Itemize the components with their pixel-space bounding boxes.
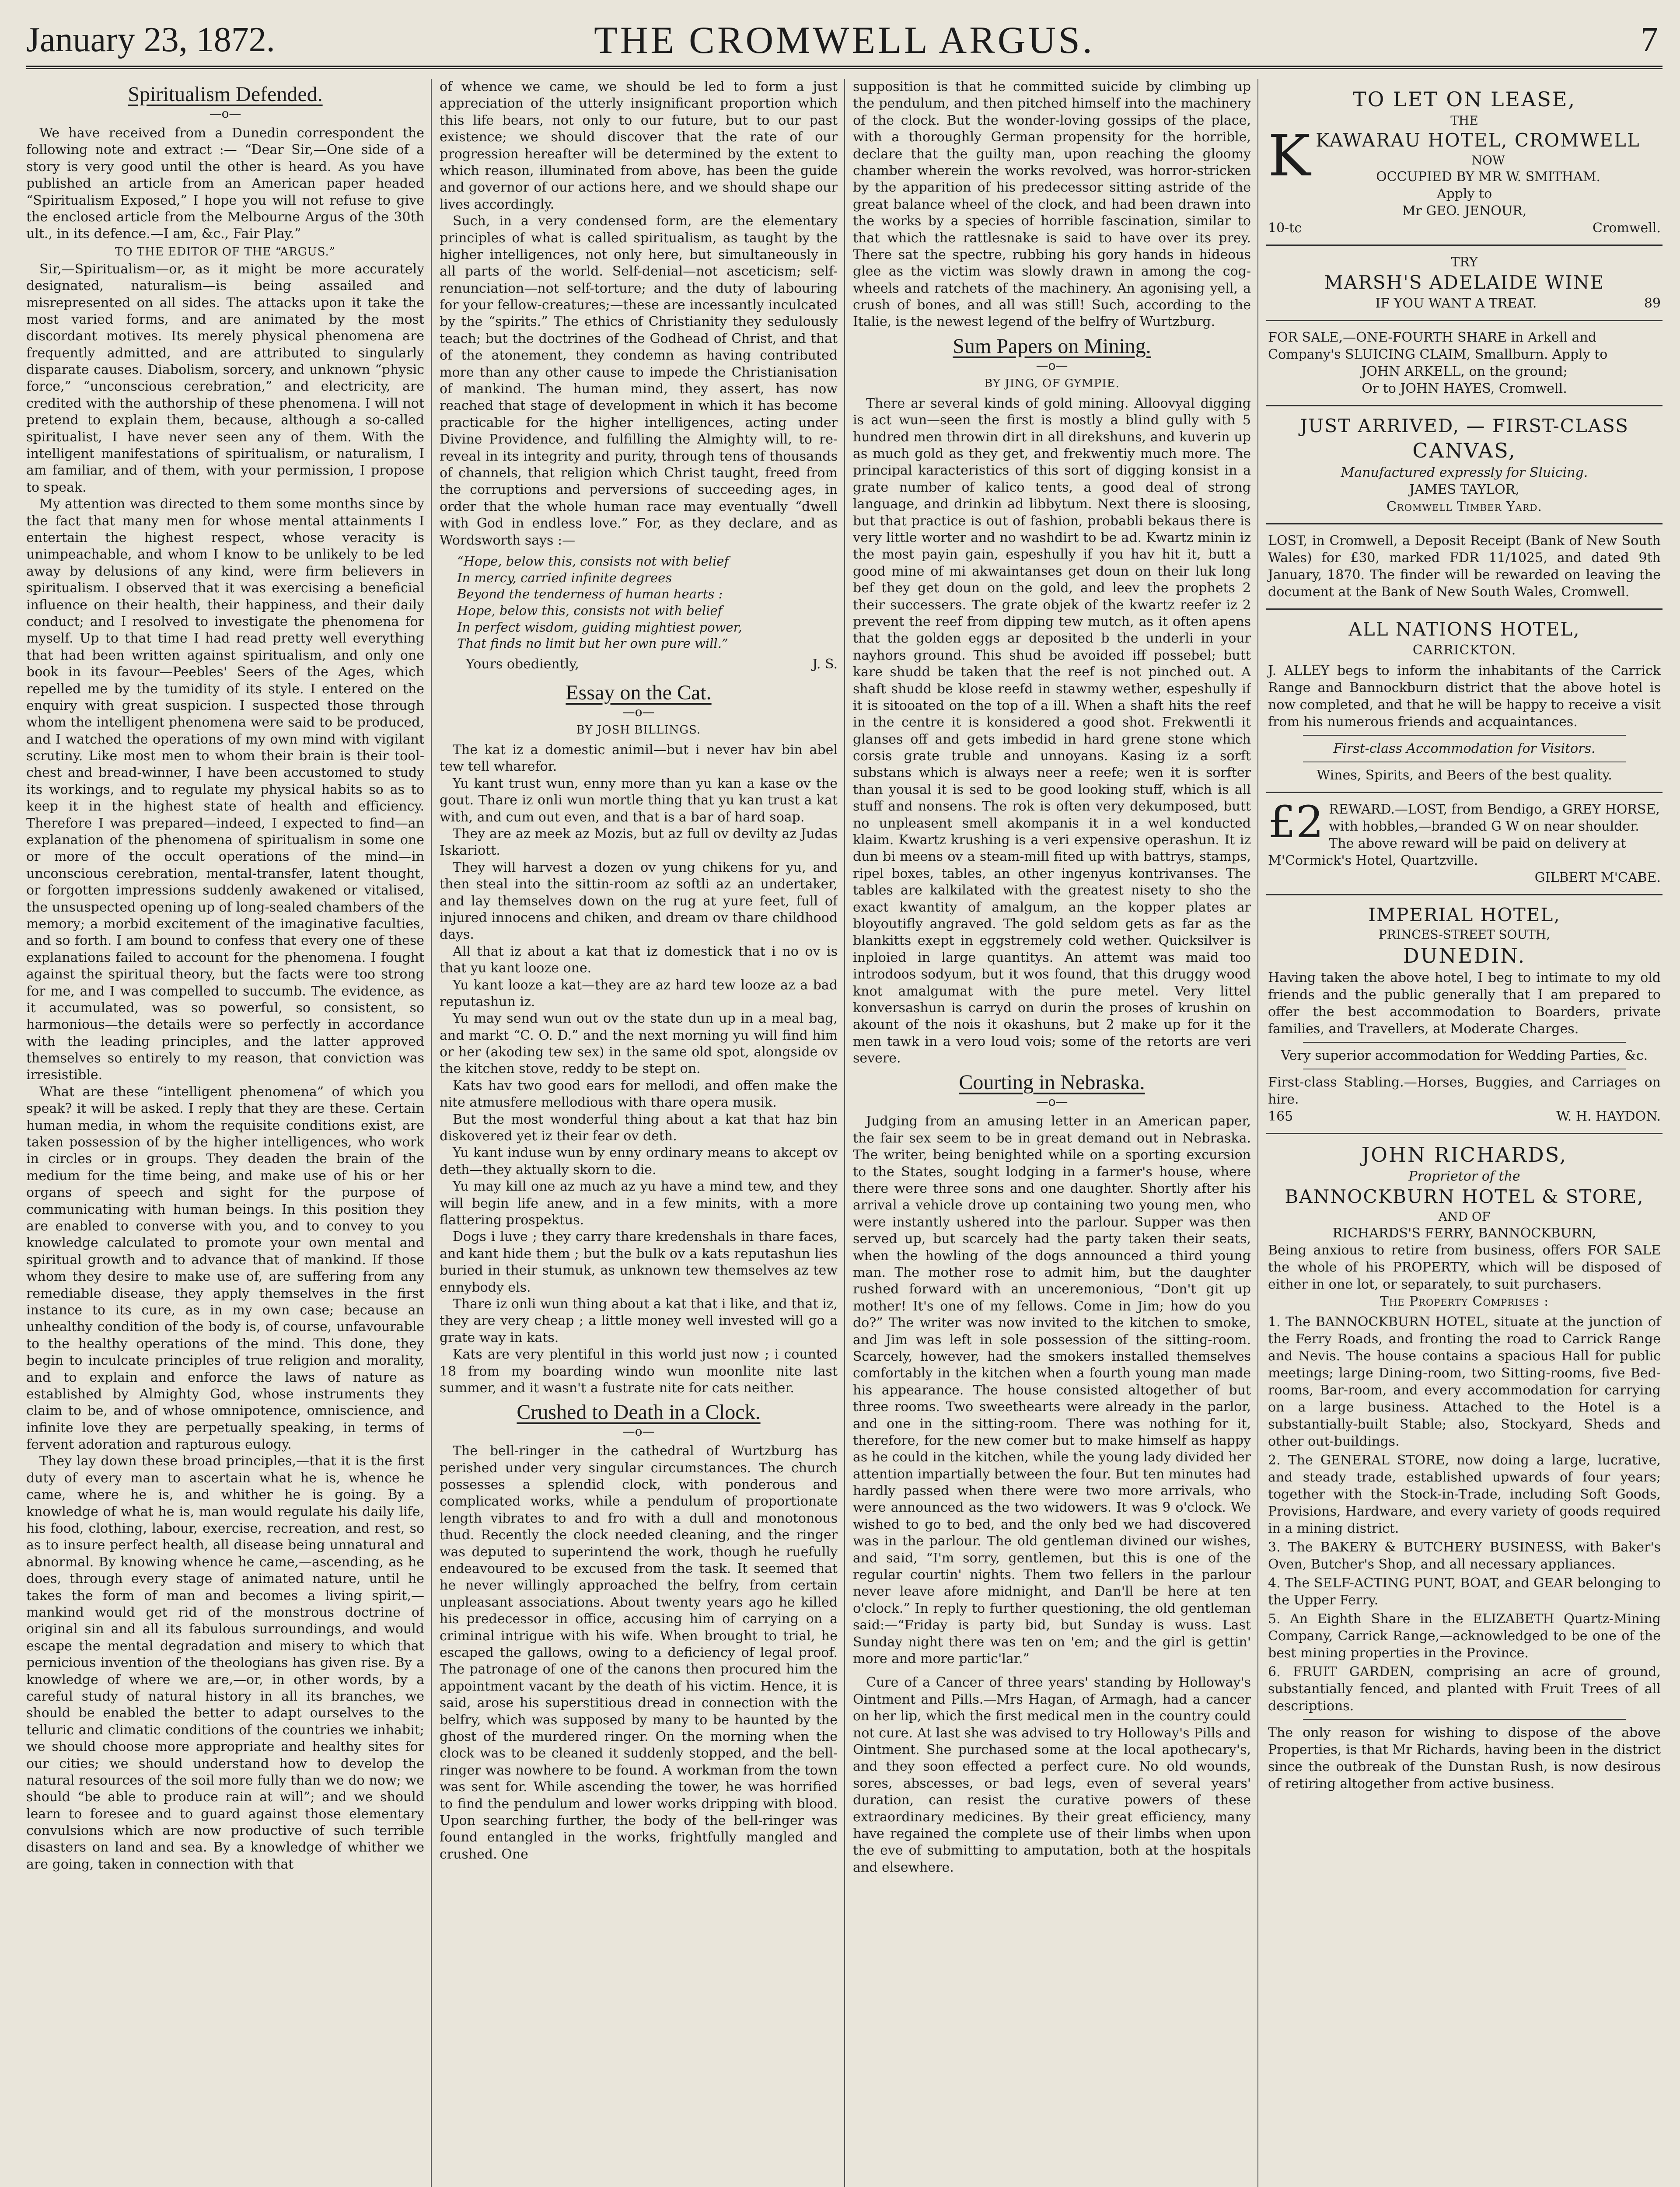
ad-reward-horse (1266, 793, 1663, 895)
ad-contact: Or to JOHN HAYES, Cromwell. (1362, 381, 1567, 396)
ad-heading: TO LET ON LEASE, (1352, 87, 1576, 111)
ad-bannockburn-sale (1266, 1134, 1663, 1801)
ad-footer (1268, 295, 1661, 312)
article-paragraph: The bell-ringer in the cathedral of Wurtzburg has perished under very singular circumstances. The church possesses a splendid clock, with ponderous and complicated works, while a pendulum of proportionate length vibrates to and fro with a dull and monotonous thud. Recently the clock needed cleaning, and the ringer was deputed to superintend the work, though he ruefully endeavoured to be excused from the task. It seemed that he never willingly approached the belfry, from certain unpleasant associations. About twenty years ago he killed his predecessor in office, accusing him of carrying on a criminal intrigue with his wife. When brought to trial, he escaped the gallows, owing to a deficiency of legal proof. The patronage of one of the canons then procured him the appointment vacant by the death of his victim. Hence, it is said, arose his superstitious dread in connection with the belfry, which was supposed by many to be haunted by the ghost of the murdered ringer. On the morning when the clock was to be cleaned it suddenly stopped, and the bell-ringer was nowhere to be found. A workman from the town was sent for. While ascending the tower, he was horrified to find the pendulum and lower works dripping with blood. Upon searching further, the body of the bell-ringer was found entangled in the works, frightfully mangled and crushed. One (440, 1443, 838, 1862)
ad-heading: ALL NATIONS HOTEL, (1348, 618, 1580, 640)
article-paragraph: What are these “intelligent phenomena” of which you speak? it will be asked. I reply that they are these. Certain human media, in whom the requisite conditions exist, are taken possession of by the higher intelligences, who work in circles or in groups. They deaden the brain of the medium for the time being, and make use of his or her organs of speech and sight for the purpose of communicating with human beings. In this position they are enabled to converse with you, and to convey to you knowledge calculated to promote your own mental and spiritual growth and to advance that of mankind. If those whom they desire to make use of, are suffering from any remediable disease, they apply themselves in the first instance to its cure, as in my own case; because an unhealthy condition of the body is, of course, unfavourable to the healthy operations of the mind. This done, they begin to inculcate principles of true religion and morality, and to explain and enforce the laws of nature as established by Almighty God, whose instruments they claim to be, and of whose omnipotence, omniscience, and infinite love they are perpetually speaking, in terms of fervent adoration and rapturous eulogy. (26, 1084, 424, 1453)
issue-date: January 23, 1872. (26, 21, 275, 59)
article-paragraph: Yu kant looze a kat—they are az hard tew looze az a bad reputashun iz. (440, 977, 838, 1010)
masthead (26, 13, 1663, 69)
list-item: 3. The BAKERY & BUTCHERY BUSINESS, with Baker's Oven, Butcher's Shop, and all necessary appliances. (1268, 1540, 1661, 1572)
ad-text: THE (1450, 113, 1478, 128)
ad-hotel-line: KAWARAU HOTEL, CROMWELL (1316, 129, 1640, 151)
ad-heading: CANVAS, (1412, 439, 1516, 463)
article-title-courting: Courting in Nebraska. (959, 1071, 1145, 1094)
list-item: 5. An Eighth Share in the ELIZABETH Quartz-Mining Company, Carrick Range,—acknowledged to be one of the best mining properties in the Province. (1268, 1611, 1661, 1661)
ad-code: 89 (1644, 295, 1661, 311)
ad-code: 10-tc (1268, 220, 1302, 236)
divider (1303, 1042, 1626, 1043)
ad-text: Apply to (1436, 186, 1492, 202)
ad-heading: JUST ARRIVED, — FIRST-CLASS (1300, 415, 1629, 437)
ad-text: Very superior accommodation for Wedding Parties, &c. (1281, 1048, 1648, 1063)
divider (1303, 1719, 1626, 1720)
newspaper-title: THE CROMWELL ARGUS. (594, 19, 1095, 62)
signature (466, 657, 838, 672)
divider (1303, 735, 1626, 736)
article-paragraph: They lay down these broad principles,—that it is the first duty of every man to ascertain what he is, whence he came, where he is, and whither he is going. By a knowledge of what he is, man would regulate his daily life, his food, clothing, labour, exercise, recreation, and rest, so as to insure perfect health, all disease being unnatural and abnormal. By knowing whence he came,—ascending, as he does, through every stage of animated nature, until he takes the form of man and becomes a living spirit,—mankind would get rid of the monstrous doctrine of original sin and all its fabulous surroundings, and would escape the mental degradation and misery to which that pernicious invention of the theologians has given rise. By a knowledge of where we are,—or, in other words, by a careful study of natural history in all its branches, we should be enabled the better to adapt ourselves to the telluric and climatic conditions of the countries we inhabit; we should choose more appropriate and healthy sites for our cities; we should understand how to develop the natural resources of the soil more fully than we do now; we should “be able to produce rain at will”; and we should learn to foresee and to guard against those elementary convulsions which are now productive of such terrible disasters on land and sea. By a knowledge of whither we are going, taken in connection with that (26, 1453, 424, 1872)
ad-contact: GILBERT M'CABE. (1534, 870, 1661, 885)
article-paragraph: All that iz about a kat that iz domestick that i no ov is that yu kant looze one. (440, 943, 838, 976)
ad-heading: BANNOCKBURN HOTEL & STORE, (1285, 1186, 1644, 1208)
article-paragraph: Yu kant trust wun, enny more than yu kan a kase ov the gout. Thare iz onli wun mortle thing that yu kan trust a kat with, and cum out even, and that is a bar of hard soap. (440, 776, 838, 825)
ad-contact: Cromwell Timber Yard. (1387, 499, 1542, 515)
article-title-cat: Essay on the Cat. (566, 681, 712, 705)
article-paragraph: Thare iz onli wun thing about a kat that i like, and that iz, they are very cheap ; a little money well invested will go a grate way in kats. (440, 1296, 838, 1345)
title-rule: —o— (622, 1424, 655, 1439)
ad-lost-receipt (1266, 524, 1663, 610)
drop-cap: K (1268, 122, 1311, 189)
article-paragraph: Yu kant induse wun by enny ordinary means to akcept ov deth—they aktually skorn to die. (440, 1145, 838, 1177)
ad-text: NOW (1471, 153, 1505, 168)
article-continuation: of whence we came, we should be led to form a just appreciation of the utterly insignificant proportion which this life bears, not only to our future, but to our past existence; we should discover that the rate of our progression hereafter will be determined by the extent to which reason, illuminated from above, has been the guide and governor of our actions here, and we should shape our lives accordingly. (440, 79, 838, 212)
ad-text: LOST, in Cromwell, a Deposit Receipt (Bank of New South Wales) for £30, marked FDR 11/1025, and dated 9th January, 1870. The finder will be rewarded on leaving the document at the Bank of New South Wales, Cromwell. (1268, 533, 1661, 600)
ad-text: REWARD.—LOST, from Bendigo, a GREY HORSE, with hobbles,—branded G W on near shoulder. The above reward will be paid on delivery at M'Cormick's Hotel, Quartzville. (1268, 801, 1660, 868)
signature-initials: J. S. (812, 657, 838, 672)
reward-amount: £2 (1268, 796, 1324, 848)
ad-contact: W. H. HAYDON. (1556, 1108, 1661, 1124)
list-item: 1. The BANNOCKBURN HOTEL, situate at the junction of the Ferry Roads, and fronting the road to Carrick Range and Nevis. The house contains a spacious Hall for public meetings; large Dining-room, two Sitting-rooms, five Bed-rooms, Bar-room, and every accommodation for carrying on a large business. Attached to the Hotel is a substantially-built Stable; also, Stockyard, Sheds and other out-buildings. (1268, 1314, 1661, 1450)
ad-heading: JOHN RICHARDS, (1361, 1142, 1568, 1167)
column-rule (431, 79, 432, 2187)
title-rule: —o— (1036, 358, 1068, 373)
ad-canvas (1266, 406, 1663, 524)
ad-code: 165 (1268, 1108, 1293, 1124)
ad-place: CARRICKTON. (1412, 642, 1516, 658)
ad-text: Proprietor of the (1408, 1169, 1520, 1184)
verse-quote: “Hope, below this, consists not with belief In mercy, carried infinite degrees Beyond the tenderness of human hearts : Hope, below this, consists not with belief In perfect wisdom, guiding mightiest power, That finds no limit but her own pure will.” (457, 553, 742, 651)
ad-text: The only reason for wishing to dispose of the above Properties, is that Mr Richards, having been in the district since the outbreak of the Dunstan Rush, is now desirous of retiring altogether from active business. (1268, 1725, 1661, 1792)
ad-text: TRY (1451, 255, 1478, 270)
article-paragraph: My attention was directed to them some months since by the fact that many men for whose mental attainments I entertain the highest respect, whose veracity is unimpeachable, and whom I know to be unlikely to be led away by delusions of any kind, were firm believers in spiritualism. I observed that it was exercising a beneficial influence on their health, their happiness, and their daily conduct; and I resolved to investigate the phenomena for myself. Up to that time I had read pretty well everything that had been written against spiritualism, and only one book in its favour—Peebles' Seers of the Ages, which repelled me by the tumidity of its style. I entered on the enquiry with great suspicion. I suspected those through whom the intelligent phenomena were said to be produced, and I watched the operations of my own mind with vigilant scrutiny. Like most men to whom their brain is their tool-chest and bread-winner, I have been accustomed to study its workings, and to regulate my physical habits so as to keep it in the highest state of health and efficiency. Therefore I was prepared—indeed, I expected to find—an explanation of the phenomena of spiritualism in some one or more of the occult operations of the mind—in unconscious cerebration, mental-transfer, latent thought, or forgotten impressions suddenly awakened or vitalised, the unsuspected opening up of long-sealed chambers of the memory; a morbid excitement of the imaginative faculties, and so forth. I am bound to confess that every one of these explanations failed to account for the phenomena. I fought against the spiritual theory, but the facts were too strong for me, and I was compelled to succumb. The evidence, as it accumulated, was so powerful, so consistent, so harmonious—the details were so perfectly in accordance with the leading principles, and the latter approved themselves so entirely to my reason, that conviction was irresistible. (26, 496, 424, 1083)
ad-town: Cromwell. (1593, 220, 1661, 236)
list-item: 4. The SELF-ACTING PUNT, BOAT, and GEAR belonging to the Upper Ferry. (1268, 1576, 1661, 1608)
column-rule (1257, 79, 1258, 2187)
ad-all-nations-hotel (1266, 610, 1663, 793)
ad-text: Being anxious to retire from business, offers FOR SALE the whole of his PROPERTY, which will be disposed of either in one lot, or separately, to suit purchasers. (1268, 1243, 1661, 1293)
title-rule: —o— (209, 106, 241, 121)
article-intro: We have received from a Dunedin correspondent the following note and extract :— “Dear Sir,—One side of a story is very good until the other is heard. As you have published an article from an American paper headed “Spiritualism Exposed,” I hope you will not refuse to give the enclosed article from the Melbourne Argus of the 30th ult., in its defence.—I am, &c., Fair Play.” (26, 126, 424, 242)
ad-text: Having taken the above hotel, I beg to intimate to my old friends and the public generally that I am prepared to offer the best accommodation to Boarders, private families, and Travellers, at Moderate Charges. (1268, 970, 1661, 1037)
ad-heading: IMPERIAL HOTEL, (1368, 904, 1561, 926)
article-paragraph: Judging from an amusing letter in an American paper, the fair sex seem to be in great demand out in Nebraska. The writer, being benighted while on a sporting excursion to the States, sought lodging in a farmer's house, where there were three sons and one daughter. Shortly after his arrival a vehicle drove up containing two young men, who were instantly ushered into the parlour. Supper was then served up, but scarcely had the party taken their seats, when the howling of the dogs announced a third young man. The mother rose to admit him, but the daughter rushed forward with an unceremonious, “Don't git up mother! It's one of my fellows. Come in Jim; how do you do?” The writer was now invited to the kitchen to smoke, and Jim was left in sole possession of the sitting-room. Scarcely, however, had the smokers installed themselves comfortably in the kitchen when a fourth young man made his appearance. The house consisted altogether of but three rooms. Two sweethearts were already in the parlor, and one in the sitting-room. There was nothing for it, therefore, for the new comer but to make himself as happy as he could in the kitchen, while the young lady divided her attention impartially between the four. But ten minutes had hardly passed when there were two more arrivals, who were announced as the two widowers. It was 9 o'clock. We wished to go to bed, and the only bed we had discovered was in the parlour. The old gentleman divined our wishes, and said, “I'm sorry, gentlemen, but this is one of the regular courtin' nights. Them two fellers in the parlour never leave afore midnight, and Dan'll be here at ten o'clock.” In reply to further questioning, the old gentleman said:—“Friday is party bid, but Sunday is wuss. Last Sunday night there was ten on 'em; and the girl is gettin' more and more partic'lar.” (853, 1114, 1251, 1666)
column-1 (26, 79, 424, 2187)
article-title-mining: Sum Papers on Mining. (953, 334, 1151, 358)
article-continuation: supposition is that he committed suicide by climbing up the pendulum, and then pitched himself into the machinery of the clock. But the wonder-loving gossips of the place, with a thoroughly German propensity for the horrible, declare that the guilty man, upon reaching the gloomy chamber wherein the works revolved, was horror-stricken by the apparition of his predecessor sitting astride of the great balance wheel of the clock, and had been drawn into the works by a species of horrible fascination, similar to that which the rattlesnake is said to have over its prey. There sat the spectre, rubbing his gory hands in hideous glee as the victim was slowly drawn in among the cog-wheels and ratchets of the machinery. An agonising yell, a crush of bones, and all was still! Such, according to the Italie, is the newest legend of the belfry of Wurtzburg. (853, 79, 1251, 330)
ad-contact: JAMES TAYLOR, (1409, 482, 1519, 498)
article-title-spiritualism: Spiritualism Defended. (128, 83, 323, 106)
ad-text: OCCUPIED BY MR W. SMITHAM. (1376, 169, 1600, 185)
byline: BY JOSH BILLINGS. (576, 723, 701, 737)
article-paragraph: Kats hav two good ears for mellodi, and offen make the nite atmusfere mellodious with thare opera musik. (440, 1078, 838, 1111)
letter-heading: TO THE EDITOR OF THE “ARGUS.” (115, 245, 336, 259)
ad-kawarau-hotel (1266, 79, 1663, 246)
list-item: 2. The GENERAL STORE, now doing a large, lucrative, and steady trade, established upwards of four years; together with the Stock-in-Trade, including Soft Goods, Provisions, Hardware, and every variety of goods required in a mining district. (1268, 1453, 1661, 1537)
column-rule (844, 79, 845, 2187)
article-paragraph: Yu may kill one az much az yu have a mind tew, and they will begin life anew, and in a few minits, with a more flattering prospektus. (440, 1179, 838, 1228)
ad-contact: JOHN ARKELL, on the ground; (1361, 363, 1568, 379)
column-3 (853, 79, 1251, 2187)
ad-address: PRINCES-STREET SOUTH, (1378, 927, 1551, 942)
ad-heading: MARSH'S ADELAIDE WINE (1324, 272, 1605, 293)
column-4-advertisements (1266, 79, 1663, 2187)
ad-text: First-class Stabling.—Horses, Buggies, and Carriages on hire. (1268, 1074, 1661, 1107)
cat-essay-body (440, 742, 838, 1397)
ad-heading: RICHARDS'S FERRY, BANNOCKBURN, (1332, 1226, 1596, 1241)
signature-closing: Yours obediently, (466, 657, 579, 672)
ad-text: AND OF (1438, 1209, 1491, 1224)
ad-text: J. ALLEY begs to inform the inhabitants of the Carrick Range and Bannockburn district that the above hotel is now completed, and that he will be happy to receive a visit from his numerous friends and acquaintances. (1268, 663, 1661, 730)
ad-text: IF YOU WANT A TREAT. (1375, 295, 1537, 311)
article-paragraph: There ar several kinds of gold mining. Alloovyal digging is act wun—seen the first is mostly a blind gully with 5 hundred men throwin dirt in all direkshuns, and kuverin up as much gold as they get, and frekwentiy much more. The principal karacteristics of this sort of digging konsist in a grate number of kalico tents, a good deal of strong language, and drinkin ad libbytum. Next there is sloosing, but that practice is out of fashion, probabli bekaus there is very little worter and no washdirt to be ad. Kwartz minin iz the most payin gain, espeshully if you hav hit it, butt a good mine of mi akwaintanses get doun on their luk long bef they get doun on the gold, and leev the prophets 2 their successers. The grate objek of the kwartz reefer iz 2 prevent the reef from dipping tew mutch, as it often apens that the golden eggs ar deposited b the underli in your nayhors ground. This shud be avoided iff possebel; butt kare shudd be taken that the reef is not pinched out. A shaft shudd be klose reefd in stawmy wether, espeshully if it is sitooated on the top of a ill. When a shaft hits the reef in the centre it is konsidered a good shot. Frekwentli it glanses off and gets imbedid in hard grene stone which corsis grate truble and unnoyans. Kasing iz a sorft substans which is always neer a reefe; wen it is sorfter than yousal it is sed to be good looking stuff, which is all stuff and nonsens. The rok is often very dekumposed, butt no unpleasent smell akompanis it in a wel konducted klaim. Kwartz krushing is a veri expensive operashun. It iz dun bi meens ov a steam-mill fited up with battrys, stamps, ripel boxes, tables, an other ingenyus kontrivanses. The tables are kalkilated with the greatest nisety to sho the exact kwantity of amalgum, an the kopper plates ar bloyoutifly angraved. The gold seldom gets as far as the blankitts exept in eggstremely cold wether. Quicksilver is inploied in large quantitys. An attemt was maid too introdoos sodyum, but it wos found, that this druggy wood knot amalgumat with the pure metel. Very littel konversashun is carryd on durin the proses of krushin on akount of the nois it okashuns, but 2 make up for it the men tawk in a vero loud vois; some of the retorts are veri severe. (853, 395, 1251, 1066)
ad-footer (1268, 220, 1661, 237)
ad-for-sale-share (1266, 321, 1663, 406)
article-title-clock: Crushed to Death in a Clock. (517, 1401, 761, 1424)
ad-footer (1268, 1108, 1661, 1125)
article-paragraph: Dogs i luve ; they carry thare kredenshals in thare faces, and kant hide them ; but the bulk ov a kats reputashun lies buried in their stumuk, as unknown tew themselves az tew ennybody els. (440, 1229, 838, 1295)
ad-text: First-class Accommodation for Visitors. (1333, 741, 1596, 756)
property-list (1268, 1314, 1661, 1715)
article-paragraph: Sir,—Spiritualism—or, as it might be more accurately designated, naturalism—is being assailed and misrepresented on all sides. The attacks upon it take the most varied forms, and are animated by the most discordant motives. Its merely physical phenomena are frequently admitted, and are attributed to singularly disparate causes. Diabolism, sorcery, and unknown “physic force,” “unconscious cerebration,” and electricity, are credited with the authorship of these phenomena. I will not pretend to explain them, because, although a so-called spiritualist, I have never seen any of them. With the intelligent manifestations of spiritualism, or naturalism, I am familiar, and of them, with your permission, I propose to speak. (26, 261, 424, 495)
ad-imperial-hotel (1266, 895, 1663, 1134)
article-paragraph: They are az meek az Mozis, but az full ov devilty az Judas Iskariott. (440, 826, 838, 859)
ad-subtitle: Manufactured expressly for Sluicing. (1341, 465, 1588, 481)
ad-text: Wines, Spirits, and Beers of the best quality. (1317, 767, 1612, 783)
list-item: 6. FRUIT GARDEN, comprising an acre of ground, substantially fenced, and planted with Fruit Trees of all descriptions. (1268, 1664, 1661, 1714)
article-paragraph: The kat iz a domestic animil—but i never hav bin abel tew tell wharefor. (440, 742, 838, 775)
column-2 (440, 79, 838, 2187)
ad-text: FOR SALE,—ONE-FOURTH SHARE in Arkell and Company's SLUICING CLAIM, Smallburn. Apply to (1268, 329, 1608, 362)
ad-subheading: The Property Comprises : (1380, 1294, 1549, 1310)
ad-hotel-name (1268, 122, 1661, 220)
ad-agent: Mr GEO. JENOUR, (1402, 203, 1527, 219)
ad-city: DUNEDIN. (1403, 943, 1526, 968)
article-paragraph: Kats are very plentiful in this world just now ; i counted 18 from my boarding windo wun moonlite nite last summer, and it wasn't a fustrate nite for cats neither. (440, 1347, 838, 1396)
title-rule: —o— (1036, 1094, 1068, 1109)
article-paragraph: But the most wonderful thing about a kat that haz bin diskovered yet iz their fear ov deth. (440, 1111, 838, 1144)
article-paragraph: They will harvest a dozen ov yung chikens for yu, and then steal into the sittin-room az softli az an undertaker, and lay themselves down on the rug at yure feet, full of injured innocens and chiken, and dream ov thare childhood days. (440, 859, 838, 943)
page-number: 7 (1641, 21, 1658, 59)
ad-body (1268, 796, 1661, 869)
newspaper-page (26, 13, 1663, 2187)
ad-marsh-wine (1266, 246, 1663, 321)
title-rule: —o— (622, 705, 655, 720)
article-paragraph: Such, in a very condensed form, are the elementary principles of what is called spiritualism, as taught by the higher intelligences, not only here, but simultaneously in all parts of the world. Self-denial—not asceticism; self-renunciation—not self-torture; and the duty of labouring for your fellow-creatures;—these are incessantly inculcated by the “spirits.” The ethics of Christianity they sedulously teach; but the doctrines of the Godhead of Christ, and that of the atonement, they condemn as having contributed more than any other cause to impede the Christianisation of mankind. The human mind, they assert, has now reached that stage of development in which it has become practicable for the higher intelligences, acting under Divine Providence, and fulfilling the Almighty will, to re-reveal in its integrity and purity, through tens of thousands of channels, that religion which Christ taught, freed from the corruptions and perversions of succeeding ages, in order that the whole human race may eventually “dwell with God in endless love.” For, as they declare, and as Wordsworth says :— (440, 213, 838, 548)
advertorial-paragraph: Cure of a Cancer of three years' standing by Holloway's Ointment and Pills.—Mrs Hagan, of Armagh, had a cancer on her lip, which the first medical men in the country could not cure. At last she was advised to try Holloway's Pills and Ointment. She purchased some at the local apothecary's, and they soon effected a perfect cure. No old wounds, sores, abscesses, or bad legs, even of several years' duration, can resist the curative powers of these extraordinary medicines. By their great efficiency, many have regained the complete use of their limbs when upon the eve of submitting to amputation, both at the hospitals and elsewhere. (853, 1675, 1251, 1875)
article-paragraph: Yu may send wun out ov the state dun up in a meal bag, and markt “C. O. D.” and the next morning yu will find him or her (akoding tew sex) in the same old spot, alongside ov the kitchen stove, reddy to be stept on. (440, 1011, 838, 1077)
byline: BY JING, OF GYMPIE. (984, 377, 1120, 390)
